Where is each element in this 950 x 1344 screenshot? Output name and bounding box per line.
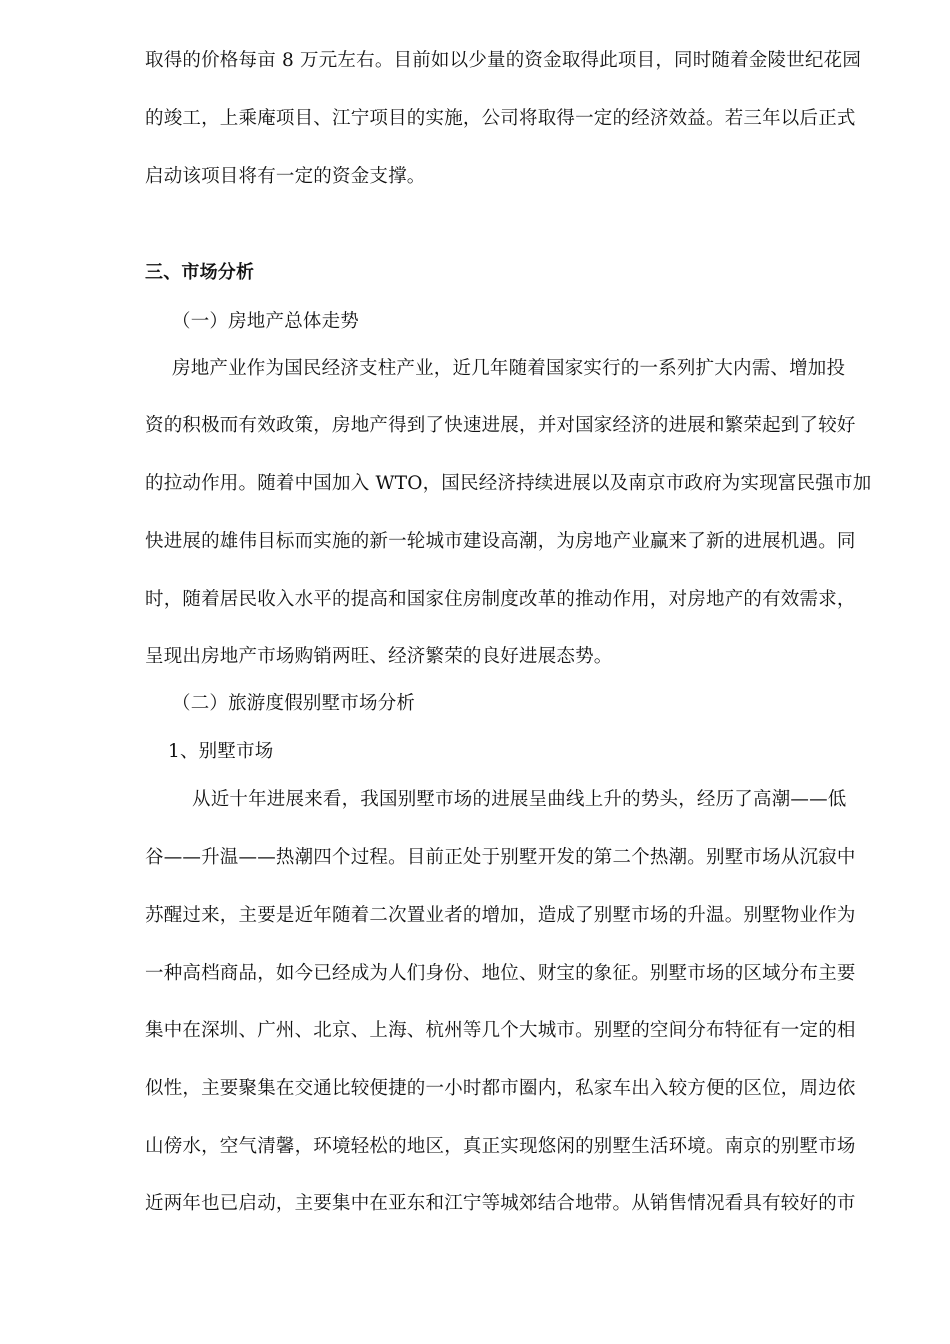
paragraph-line: 谷——升温——热潮四个过程。目前正处于别墅开发的第二个热潮。别墅市场从沉寂中 (145, 847, 856, 868)
paragraph-line: 呈现出房地产市场购销两旺、经济繁荣的良好进展态势。 (145, 646, 613, 667)
paragraph-line: 从近十年进展来看，我国别墅市场的进展呈曲线上升的势头，经历了高潮——低 (192, 789, 847, 810)
subsection-title-real-estate-trend: （一）房地产总体走势 (172, 311, 360, 332)
paragraph-line: 苏醒过来，主要是近年随着二次置业者的增加，造成了别墅市场的升温。别墅物业作为 (145, 905, 856, 926)
paragraph-line: 山傍水，空气清馨，环境轻松的地区，真正实现悠闲的别墅生活环境。南京的别墅市场 (145, 1136, 856, 1157)
paragraph-line: 时，随着居民收入水平的提高和国家住房制度改革的推动作用，对房地产的有效需求， (145, 589, 856, 610)
paragraph-line: 资的积极而有效政策，房地产得到了快速进展，并对国家经济的进展和繁荣起到了较好 (145, 415, 856, 436)
paragraph-line: 一种高档商品，如今已经成为人们身份、地位、财宝的象征。别墅市场的区域分布主要 (145, 963, 856, 984)
section-heading-market-analysis: 三、市场分析 (145, 262, 255, 283)
paragraph-line: 房地产业作为国民经济支柱产业，近几年随着国家实行的一系列扩大内需、增加投 (172, 358, 846, 379)
paragraph-line: 近两年也已启动，主要集中在亚东和江宁等城郊结合地带。从销售情况看具有较好的市 (145, 1193, 856, 1214)
item-title-villa-market: 1、别墅市场 (168, 741, 274, 762)
paragraph-line: 集中在深圳、广州、北京、上海、杭州等几个大城市。别墅的空间分布特征有一定的相 (145, 1020, 856, 1041)
intro-line-3: 启动该项目将有一定的资金支撑。 (145, 166, 426, 187)
subsection-title-villa-market: （二）旅游度假别墅市场分析 (172, 693, 416, 714)
paragraph-line: 快进展的雄伟目标而实施的新一轮城市建设高潮，为房地产业赢来了新的进展机遇。同 (145, 531, 856, 552)
paragraph-line: 的拉动作用。随着中国加入 WTO，国民经济持续进展以及南京市政府为实现富民强市加 (145, 473, 872, 494)
intro-line-2: 的竣工，上乘庵项目、江宁项目的实施，公司将取得一定的经济效益。若三年以后正式 (145, 108, 856, 129)
paragraph-line: 似性，主要聚集在交通比较便捷的一小时都市圈内，私家车出入较方便的区位，周边依 (145, 1078, 856, 1099)
intro-line-1: 取得的价格每亩 8 万元左右。目前如以少量的资金取得此项目，同时随着金陵世纪花园 (145, 50, 862, 71)
